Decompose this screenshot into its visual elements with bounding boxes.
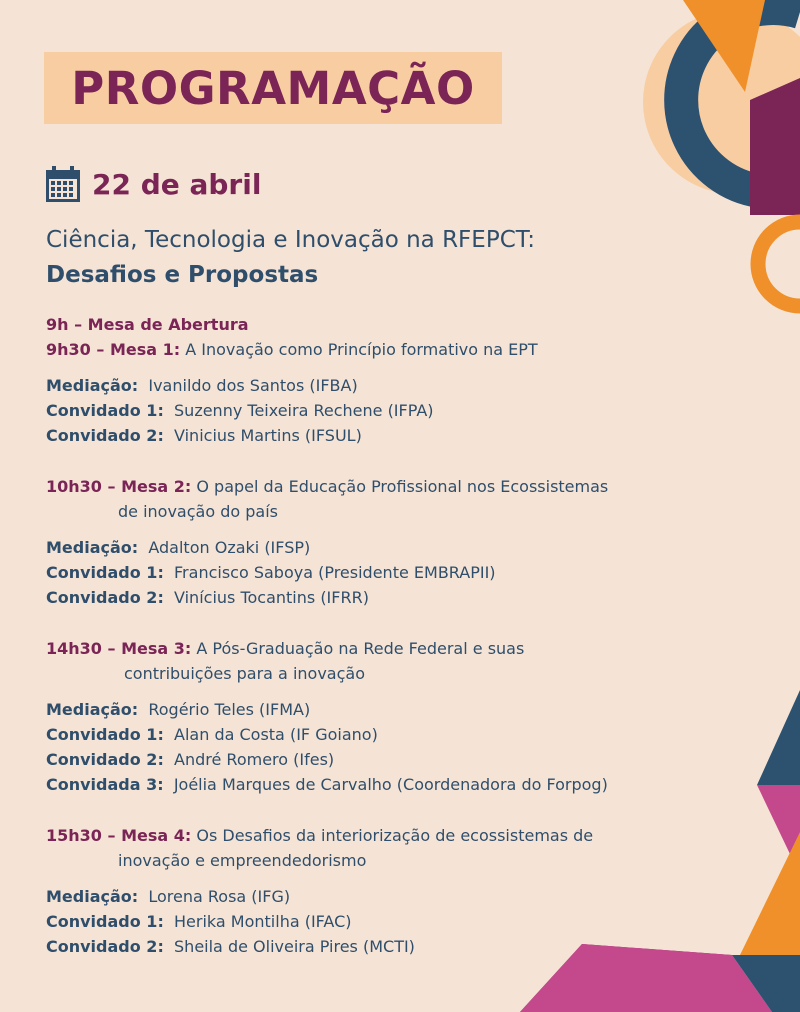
session-topic-cont: inovação e empreendedorismo: [118, 851, 367, 870]
page-title: PROGRAMAÇÃO: [71, 61, 475, 115]
convidado-row: [46, 585, 726, 610]
session-time: 9h –: [46, 315, 88, 334]
session-time: 10h30 –: [46, 477, 122, 496]
orange-ring-shape: [758, 222, 800, 306]
session-time: 14h30 –: [46, 639, 122, 658]
schedule: [46, 312, 726, 959]
session-topic: A Pós-Graduação na Rede Federal e suas: [196, 639, 525, 658]
person-name: Rogério Teles (IFMA): [148, 700, 311, 719]
event-subtitle: [46, 223, 535, 293]
session-time: 9h30 –: [46, 340, 110, 359]
role-label: Mediação:: [46, 700, 139, 719]
convidado-row: [46, 398, 726, 423]
session-topic: O papel da Educação Profissional nos Ecossistemas: [196, 477, 609, 496]
session-topic: A Inovação como Princípio formativo na EPT: [185, 340, 538, 359]
subtitle-line-2: Desafios e Propostas: [46, 262, 319, 288]
session-label: Mesa de Abertura: [87, 315, 249, 334]
mediacao-row: [46, 373, 726, 398]
mediacao-row: [46, 535, 726, 560]
person-name: Adalton Ozaki (IFSP): [148, 538, 311, 557]
person-name: Joélia Marques de Carvalho (Coordenadora do Forpog): [173, 775, 608, 794]
role-label: Convidado 1:: [46, 401, 164, 420]
session-label: Mesa 2:: [121, 477, 192, 496]
convidado-row: [46, 772, 726, 797]
session-mesa-4: [46, 823, 726, 848]
role-label: Convidado 2:: [46, 588, 164, 607]
session-abertura: [46, 312, 726, 337]
session-topic-cont: contribuições para a inovação: [124, 664, 365, 683]
session-topic-cont: de inovação do país: [118, 502, 278, 521]
role-label: Convidado 1:: [46, 912, 164, 931]
mediacao-row: [46, 697, 726, 722]
session-time: 15h30 –: [46, 826, 122, 845]
session-label: Mesa 1:: [109, 340, 181, 359]
role-label: Convidado 1:: [46, 563, 164, 582]
role-label: Mediação:: [46, 887, 139, 906]
navy-triangle-shape: [757, 690, 800, 785]
subtitle-line-1: Ciência, Tecnologia e Inovação na RFEPCT:: [46, 227, 536, 253]
date-row: [46, 166, 261, 202]
role-label: Mediação:: [46, 538, 139, 557]
person-name: André Romero (Ifes): [174, 750, 335, 769]
person-name: Lorena Rosa (IFG): [148, 887, 291, 906]
person-name: Vinicius Martins (IFSUL): [174, 426, 362, 445]
session-mesa-2: [46, 474, 726, 499]
event-date: 22 de abril: [92, 167, 262, 201]
person-name: Ivanildo dos Santos (IFBA): [148, 376, 358, 395]
session-label: Mesa 4:: [121, 826, 192, 845]
session-topic: Os Desafios da interiorização de ecossistemas de: [196, 826, 594, 845]
calendar-icon: [46, 166, 80, 202]
person-name: Alan da Costa (IF Goiano): [174, 725, 378, 744]
person-name: Suzenny Teixeira Rechene (IFPA): [174, 401, 434, 420]
convidado-row: [46, 722, 726, 747]
person-name: Sheila de Oliveira Pires (MCTI): [174, 937, 415, 956]
role-label: Convidado 2:: [46, 937, 164, 956]
person-name: Vinícius Tocantins (IFRR): [174, 588, 369, 607]
title-banner: [44, 52, 502, 124]
role-label: Convidado 2:: [46, 750, 164, 769]
mediacao-row: [46, 884, 726, 909]
role-label: Convidada 3:: [46, 775, 164, 794]
convidado-row: [46, 423, 726, 448]
session-mesa-3: [46, 636, 726, 661]
role-label: Convidado 2:: [46, 426, 164, 445]
convidado-row: [46, 560, 726, 585]
magenta-shape: [750, 78, 800, 215]
convidado-row: [46, 909, 726, 934]
session-label: Mesa 3:: [121, 639, 192, 658]
person-name: Francisco Saboya (Presidente EMBRAPII): [174, 563, 496, 582]
role-label: Mediação:: [46, 376, 139, 395]
session-mesa-1: [46, 337, 726, 362]
person-name: Herika Montilha (IFAC): [174, 912, 352, 931]
convidado-row: [46, 747, 726, 772]
role-label: Convidado 1:: [46, 725, 164, 744]
orange-corner-shape: [740, 832, 800, 955]
convidado-row: [46, 934, 726, 959]
